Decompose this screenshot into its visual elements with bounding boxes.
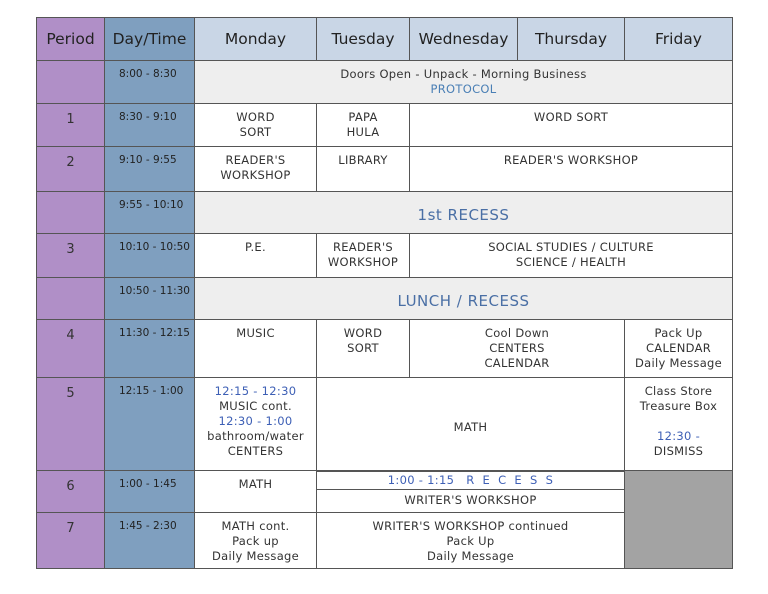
period-cell: 3 bbox=[37, 234, 105, 278]
lunch-recess-cell: LUNCH / RECESS bbox=[195, 278, 733, 320]
time-cell: 8:00 - 8:30 bbox=[105, 61, 195, 104]
table-row bbox=[37, 104, 733, 147]
cell-line: 12:30 - bbox=[656, 429, 701, 443]
cell-line: 12:30 - 1:00 bbox=[218, 414, 293, 428]
cell-line: PAPA bbox=[348, 110, 378, 124]
blocked-cell bbox=[625, 471, 733, 569]
monday-cell: P.E. bbox=[195, 234, 317, 278]
recess-letter: E bbox=[482, 473, 491, 487]
wed-thu-cell bbox=[410, 320, 625, 378]
table-row bbox=[37, 192, 733, 234]
time-cell: 11:30 - 12:15 bbox=[105, 320, 195, 378]
monday-cell bbox=[195, 104, 317, 147]
header-tuesday: Tuesday bbox=[317, 18, 410, 61]
header-friday: Friday bbox=[625, 18, 733, 61]
recess-letter: C bbox=[498, 473, 507, 487]
table-row bbox=[37, 147, 733, 192]
recess-letter: S bbox=[529, 473, 538, 487]
recess-letter: S bbox=[545, 473, 554, 487]
table-row bbox=[37, 320, 733, 378]
period-cell: 6 bbox=[37, 471, 105, 513]
tuesday-cell: LIBRARY bbox=[317, 147, 410, 192]
time-cell: 9:55 - 10:10 bbox=[105, 192, 195, 234]
friday-cell bbox=[625, 320, 733, 378]
monday-cell bbox=[195, 513, 317, 569]
math-cell: MATH bbox=[317, 378, 625, 471]
cell-line: SCIENCE / HEALTH bbox=[515, 255, 627, 269]
cell-line: Pack Up bbox=[446, 534, 495, 548]
cell-line: 12:15 - 12:30 bbox=[214, 384, 297, 398]
recess-writers-cell bbox=[317, 471, 625, 513]
cell-line: WORD bbox=[236, 110, 275, 124]
period-cell bbox=[37, 278, 105, 320]
wed-fri-cell: READER'S WORKSHOP bbox=[410, 147, 733, 192]
tuesday-cell bbox=[317, 320, 410, 378]
cell-line: Daily Message bbox=[426, 549, 515, 563]
cell-line: WRITER'S WORKSHOP bbox=[404, 493, 537, 507]
cell-line: CENTERS bbox=[489, 341, 545, 355]
header-wednesday: Wednesday bbox=[410, 18, 518, 61]
schedule-table bbox=[36, 17, 733, 569]
header-row bbox=[37, 18, 733, 61]
writers-continued-cell bbox=[317, 513, 625, 569]
monday-cell bbox=[195, 147, 317, 192]
doors-open-text: Doors Open - Unpack - Morning Business bbox=[340, 67, 587, 81]
cell-line: SORT bbox=[347, 341, 379, 355]
friday-cell bbox=[625, 378, 733, 471]
header-thursday: Thursday bbox=[518, 18, 625, 61]
cell-line: MUSIC cont. bbox=[219, 399, 292, 413]
cell-line: WORKSHOP bbox=[327, 255, 399, 269]
period-cell: 4 bbox=[37, 320, 105, 378]
recess-letter: R bbox=[466, 473, 475, 487]
header-monday: Monday bbox=[195, 18, 317, 61]
cell-line: HULA bbox=[346, 125, 380, 139]
tuesday-cell bbox=[317, 234, 410, 278]
cell-line: READER'S bbox=[225, 153, 286, 167]
period-cell bbox=[37, 192, 105, 234]
cell-line: Pack Up bbox=[654, 326, 703, 340]
period-cell: 7 bbox=[37, 513, 105, 569]
cell-line: Pack up bbox=[232, 534, 279, 548]
time-cell: 9:10 - 9:55 bbox=[105, 147, 195, 192]
wed-fri-cell: WORD SORT bbox=[410, 104, 733, 147]
recess-time: 1:00 - 1:15 bbox=[387, 473, 455, 487]
time-cell: 1:00 - 1:45 bbox=[105, 471, 195, 513]
cell-line: CENTERS bbox=[227, 444, 284, 458]
cell-line: WRITER'S WORKSHOP continued bbox=[372, 519, 569, 533]
cell-line: SOCIAL STUDIES / CULTURE bbox=[488, 240, 654, 254]
cell-line: CALENDAR bbox=[484, 356, 550, 370]
time-cell: 8:30 - 9:10 bbox=[105, 104, 195, 147]
monday-cell: MATH bbox=[195, 471, 317, 513]
table-row bbox=[37, 378, 733, 471]
cell-line: bathroom/water bbox=[207, 429, 304, 443]
cell-line: READER'S bbox=[332, 240, 394, 254]
time-cell: 1:45 - 2:30 bbox=[105, 513, 195, 569]
period-cell: 2 bbox=[37, 147, 105, 192]
cell-line: Treasure Box bbox=[639, 399, 718, 413]
table-row bbox=[37, 234, 733, 278]
cell-line: CALENDAR bbox=[645, 341, 712, 355]
time-cell: 12:15 - 1:00 bbox=[105, 378, 195, 471]
first-recess-cell: 1st RECESS bbox=[195, 192, 733, 234]
monday-cell: MUSIC bbox=[195, 320, 317, 378]
table-row bbox=[37, 61, 733, 104]
cell-line: Daily Message bbox=[634, 356, 723, 370]
monday-cell bbox=[195, 378, 317, 471]
protocol-text: PROTOCOL bbox=[430, 82, 497, 96]
table-row bbox=[37, 278, 733, 320]
header-period: Period bbox=[37, 18, 105, 61]
header-daytime: Day/Time bbox=[105, 18, 195, 61]
time-cell: 10:10 - 10:50 bbox=[105, 234, 195, 278]
time-cell: 10:50 - 11:30 bbox=[105, 278, 195, 320]
doors-open-cell bbox=[195, 61, 733, 104]
cell-line: Cool Down bbox=[484, 326, 550, 340]
cell-spacer bbox=[625, 414, 732, 429]
afternoon-recess-box bbox=[317, 471, 624, 490]
period-cell: 1 bbox=[37, 104, 105, 147]
cell-line: DISMISS bbox=[653, 444, 704, 458]
cell-line: WORD bbox=[343, 326, 383, 340]
table-row bbox=[37, 471, 733, 513]
cell-line: MATH cont. bbox=[221, 519, 290, 533]
cell-line: Class Store bbox=[644, 384, 713, 398]
tuesday-cell bbox=[317, 104, 410, 147]
recess-letter: E bbox=[514, 473, 522, 487]
wed-fri-cell bbox=[410, 234, 733, 278]
cell-line: WORKSHOP bbox=[220, 168, 291, 182]
cell-line: SORT bbox=[239, 125, 272, 139]
period-cell: 5 bbox=[37, 378, 105, 471]
period-cell bbox=[37, 61, 105, 104]
cell-line: Daily Message bbox=[211, 549, 300, 563]
